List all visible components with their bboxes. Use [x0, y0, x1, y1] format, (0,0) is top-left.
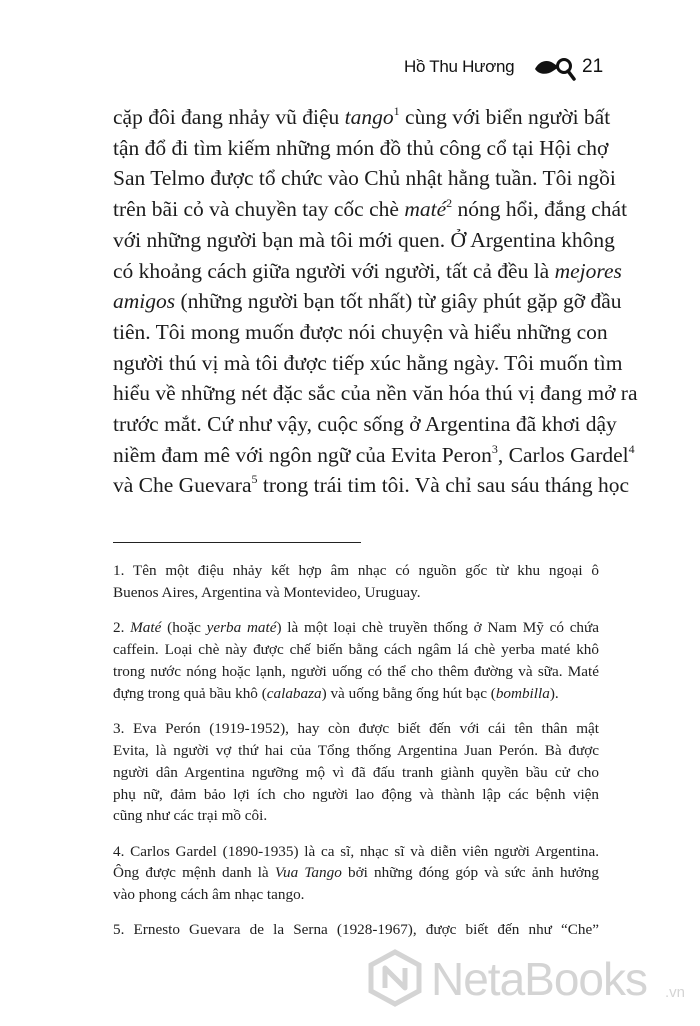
- footnote-5: [113, 919, 599, 941]
- page-number: 21: [582, 56, 604, 77]
- footnote-4: [113, 841, 599, 907]
- footnote-line: cũng như các trại mồ côi.: [113, 807, 268, 825]
- footnote-line: vào phong cách âm nhạc tango.: [113, 886, 305, 904]
- footnote-line: 4. Carlos Gardel (1890-1935) là ca sĩ, nhạc sĩ và diễn viên người Argentina.: [113, 842, 599, 860]
- footnote-line: 5. Ernesto Guevara de la Serna (1928-1967), được biết đến như “Che”: [113, 921, 599, 939]
- body-line: trước mắt. Cứ như vậy, cuộc sống ở Argentina đã khơi dậy: [113, 412, 617, 437]
- footnote-line: người dân Argentina ngưỡng mộ vì đã đấu tranh giành quyền bầu cử cho: [113, 763, 599, 781]
- body-line: tiên. Tôi mong muốn được nói chuyện và hiểu những con: [113, 319, 608, 344]
- footnotes: [113, 560, 599, 955]
- body-line: và Che Guevara$^5$ trong trái tim tôi. Và chỉ sau sáu tháng học: [113, 472, 630, 498]
- body-line: San Telmo được tổ chức vào Chủ nhật hằng tuần. Tôi ngồi: [113, 166, 616, 191]
- body-line: tận đổ đi tìm kiếm những món đồ thủ công cổ tại Hội chợ: [113, 135, 609, 160]
- body-line: hiểu về những nét đặc sắc của nền văn hóa thú vị đang mở ra: [113, 381, 638, 406]
- footnote-1: [113, 560, 599, 604]
- footnote-2: [113, 617, 599, 705]
- watermark-brand: NetaBooks: [431, 953, 648, 1005]
- body-line: trên bãi cỏ và chuyền tay cốc chè maté$^2$ nóng hổi, đắng chát: [113, 196, 628, 222]
- magnifying-glass-icon: [533, 57, 577, 81]
- body-line: cặp đôi đang nhảy vũ điệu tango$^1$ cùng với biển người bất: [113, 104, 611, 129]
- body-text: [113, 102, 638, 501]
- body-line: người thú vị mà tôi được tiếp xúc hằng ngày. Tôi muốn tìm: [113, 350, 623, 375]
- netabooks-logo-icon: [365, 948, 425, 1008]
- footnote-line: 3. Eva Perón (1919-1952), hay còn được biết đến với cái tên thân mật: [113, 719, 599, 737]
- footnote-line: đựng trong quả bầu khô (calabaza) và uống bằng ống hút bạc (bombilla).: [113, 684, 559, 702]
- footnote-line: Ông được mệnh danh là Vua Tango bởi những đóng góp và sức ảnh hưởng: [113, 864, 599, 882]
- footnote-line: 1. Tên một điệu nhảy kết hợp âm nhạc có nguồn gốc từ khu ngoại ô: [113, 562, 599, 579]
- watermark-tld: .vn: [665, 984, 686, 1001]
- body-line: amigos (những người bạn tốt nhất) từ giây phút gặp gỡ đầu: [113, 289, 622, 314]
- body-line: niềm đam mê với ngôn ngữ của Evita Peron$^3$, Carlos Gardel$^4$: [113, 441, 635, 467]
- footnote-line: trong nước nóng hoặc lạnh, người uống có thể cho thêm đường và sữa. Maté: [113, 662, 599, 680]
- running-header: [0, 55, 700, 89]
- footnote-line: caffein. Loại chè này được chế biến bằng cách ngâm lá chè yerba maté khô: [113, 640, 599, 658]
- footnote-divider: [113, 542, 361, 543]
- body-line: có khoảng cách giữa người với người, tất cả đều là mejores: [113, 258, 622, 283]
- watermark: [357, 942, 700, 1026]
- footnote-line: Evita, là người vợ thứ hai của Tổng thống Argentina Juan Perón. Bà được: [113, 741, 599, 759]
- footnote-3: [113, 718, 599, 828]
- header-author: Hồ Thu Hương: [404, 57, 515, 76]
- footnote-line: phụ nữ, đảm bảo lợi ích cho người lao động và thành lập các bệnh viện: [113, 785, 599, 803]
- footnote-line: 2. Maté (hoặc yerba maté) là một loại chè truyền thống ở Nam Mỹ có chứa: [113, 619, 599, 636]
- body-line: với những người bạn mà tôi mới quen. Ở Argentina không: [113, 227, 615, 252]
- footnote-line: Buenos Aires, Argentina và Montevideo, Uruguay.: [113, 583, 421, 601]
